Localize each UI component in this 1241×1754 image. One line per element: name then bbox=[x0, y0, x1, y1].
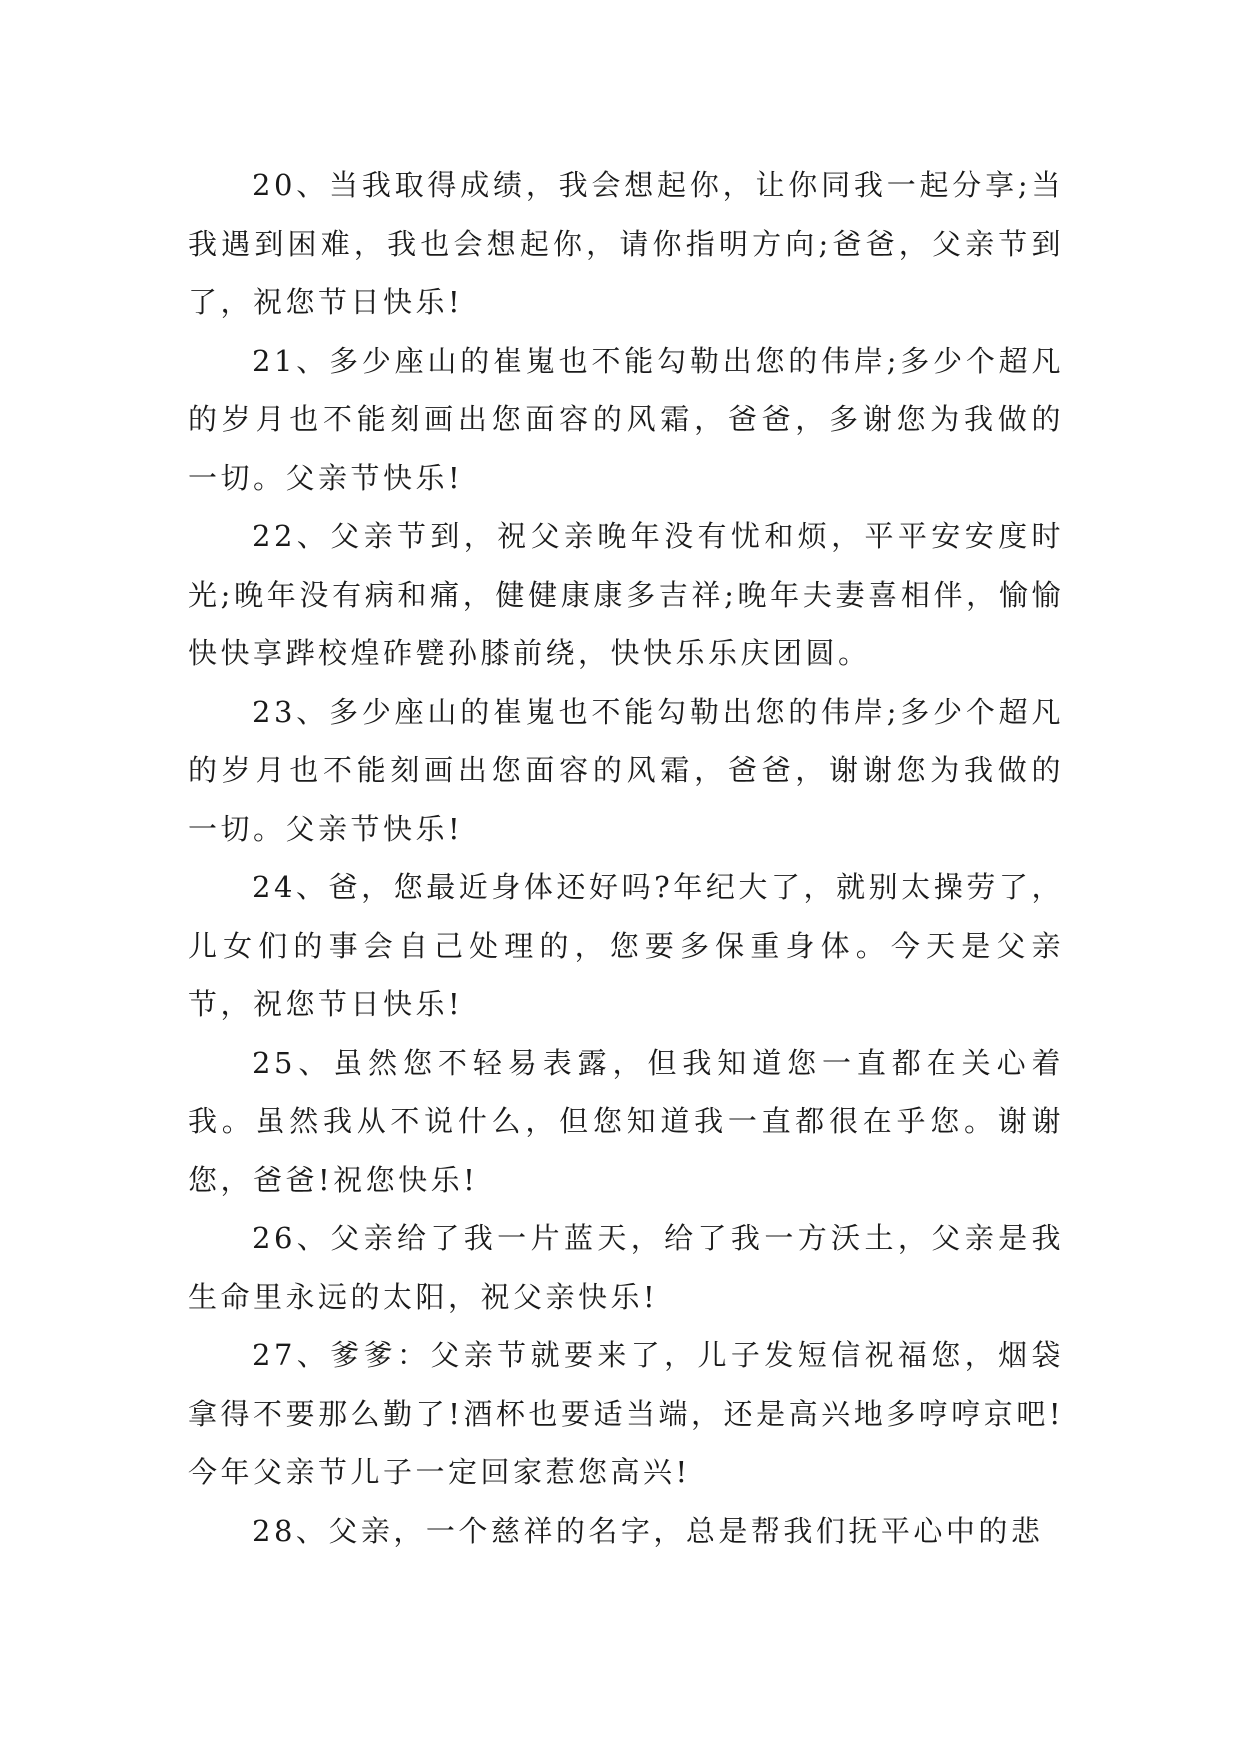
paragraph-28: 28、父亲，一个慈祥的名字，总是帮我们抚平心中的悲 bbox=[252, 1513, 1044, 1548]
paragraph-21: 21、多少座山的崔嵬也不能勾勒出您的伟岸;多少个超凡的岁月也不能刻画出您面容的风霜，爸爸，多谢您为我做的一切。父亲节快乐! bbox=[188, 343, 1064, 495]
paragraph-20: 20、当我取得成绩，我会想起你，让你同我一起分享;当我遇到困难，我也会想起你，请你指明方向;爸爸，父亲节到了，祝您节日快乐! bbox=[188, 168, 1064, 319]
paragraph-25: 25、虽然您不轻易表露，但我知道您一直都在关心着我。虽然我从不说什么，但您知道我一直都很在乎您。谢谢您，爸爸!祝您快乐! bbox=[188, 1045, 1064, 1197]
document-body bbox=[188, 156, 1064, 1560]
paragraph-26: 26、父亲给了我一片蓝天，给了我一方沃土，父亲是我生命里永远的太阳，祝父亲快乐! bbox=[188, 1221, 1064, 1314]
paragraph-24: 24、爸，您最近身体还好吗?年纪大了，就别太操劳了，儿女们的事会自己处理的，您要多保重身体。今天是父亲节，祝您节日快乐! bbox=[188, 870, 1064, 1021]
paragraph-23: 23、多少座山的崔嵬也不能勾勒出您的伟岸;多少个超凡的岁月也不能刻画出您面容的风霜，爸爸，谢谢您为我做的一切。父亲节快乐! bbox=[188, 694, 1064, 846]
paragraph-22: 22、父亲节到，祝父亲晚年没有忧和烦，平平安安度时光;晚年没有病和痛，健健康康多吉祥;晚年夫妻喜相伴，愉愉快快享跸校煌砟甓孙膝前绕，快快乐乐庆团圆。 bbox=[188, 519, 1064, 670]
paragraph-27: 27、爹爹：父亲节就要来了，儿子发短信祝福您，烟袋拿得不要那么勤了!酒杯也要适当端，还是高兴地多哼哼京吧!今年父亲节儿子一定回家惹您高兴! bbox=[188, 1338, 1064, 1489]
